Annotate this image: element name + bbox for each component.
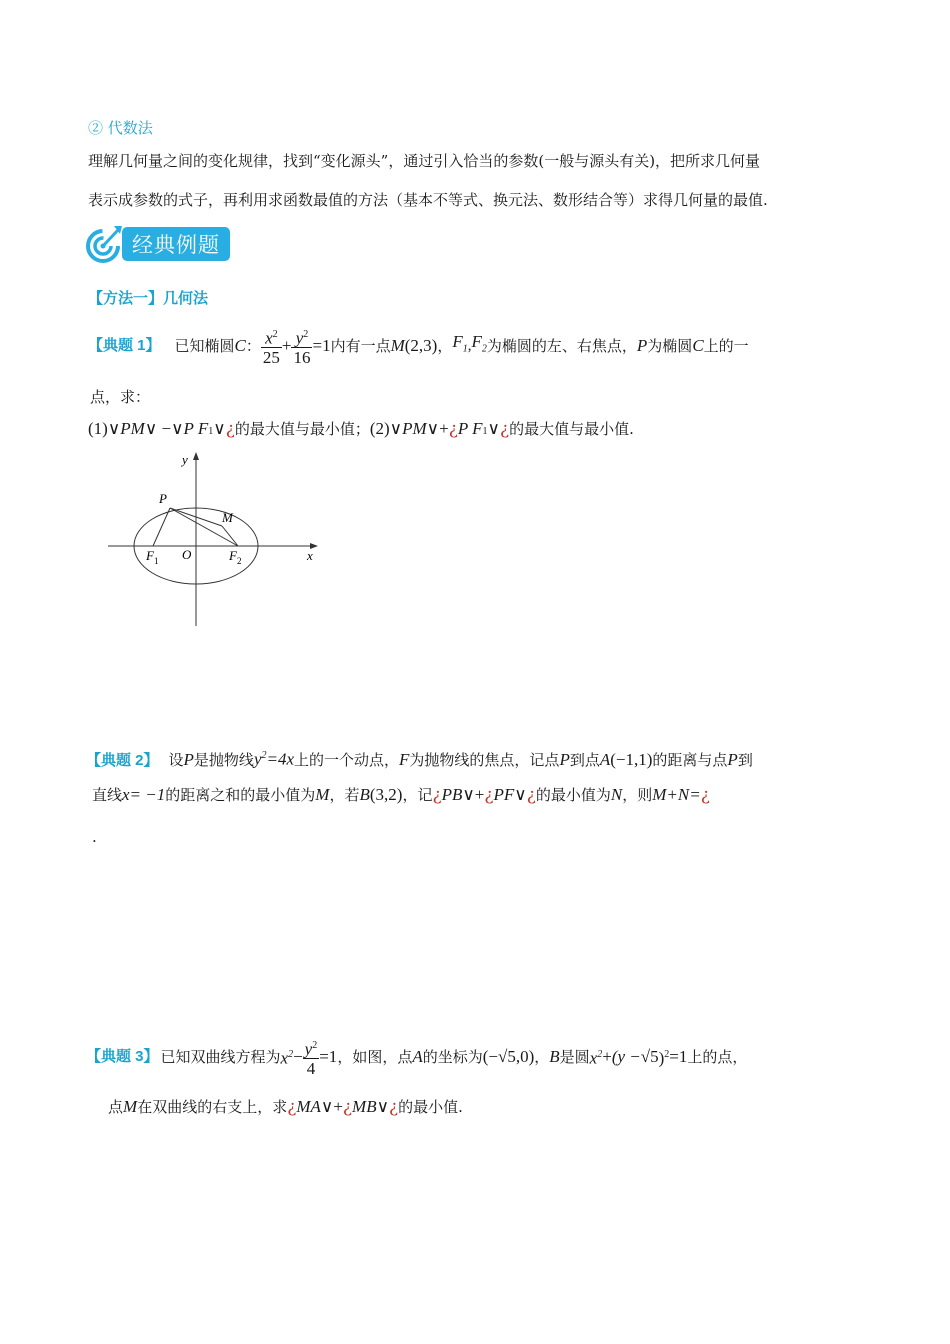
ex2-text-6: 的距离与点 xyxy=(652,750,728,769)
section-heading: ② 代数法 xyxy=(88,119,153,137)
ex3-text-3: 的坐标为 xyxy=(422,1048,483,1066)
y-axis-arrow xyxy=(193,452,199,460)
ex2-PF: PF xyxy=(493,785,515,804)
ex3-line2 xyxy=(108,1096,463,1118)
ex3-l2-text-1: 点 xyxy=(108,1098,124,1116)
ex1-eq: =1 xyxy=(312,336,331,355)
ex2-inv3: ¿ xyxy=(526,785,536,805)
ex1-F2: $F_2$ xyxy=(471,332,487,355)
ex1-plus: + xyxy=(281,336,292,355)
ex3-line1 xyxy=(86,1032,747,1082)
ex1-fraction-x: $\frac{x^2}{25}$ xyxy=(261,325,282,368)
ex3-inv1: ¿ xyxy=(287,1097,297,1117)
ex1-P: P xyxy=(636,336,648,355)
ex1-line2: 点，求： xyxy=(90,388,151,406)
ex2-B-coord: (3,2) xyxy=(369,785,403,804)
q1-PM: PM xyxy=(120,419,145,438)
ex2-l2-text-5: 的最小值为 xyxy=(535,786,611,804)
ex1-F1: $F_1$ xyxy=(452,332,468,355)
ex3-eq: =1 xyxy=(319,1047,338,1066)
ex2-text-7: 到 xyxy=(737,750,753,769)
ex2-line1 xyxy=(86,745,753,772)
P-label: P xyxy=(159,491,167,506)
ex1-colon: ： xyxy=(245,337,261,355)
ex3-inv2: ¿ xyxy=(342,1097,353,1117)
ex3-circle-y: (y − xyxy=(611,1047,641,1066)
ex2-inv2: ¿ xyxy=(484,785,494,805)
q1-op: ∨ −∨ xyxy=(144,419,184,438)
ex2-text-2: 是抛物线 xyxy=(193,750,254,769)
ex2-inv4: ¿ xyxy=(700,785,710,805)
ex1-fraction-y: $\frac{y^2}{16}$ xyxy=(291,325,312,368)
ex2-text-1: 设 xyxy=(168,750,184,769)
ex3-sqrt5: √5 xyxy=(497,1047,516,1066)
q2-tail: 的最大值与最小值. xyxy=(509,420,634,438)
ex2-tag: 【典题 2】 xyxy=(86,751,159,769)
ex2-parabola: $y^2=4x$ xyxy=(253,749,295,769)
q2-PM: PM xyxy=(402,419,427,438)
ex3-text-4: ， xyxy=(534,1048,550,1066)
ex2-P3: P xyxy=(727,749,738,769)
F2-label: F xyxy=(229,548,237,563)
ex1-C: C xyxy=(234,336,246,355)
q2-PF: P F xyxy=(457,419,483,438)
q1-open: (1)∨ xyxy=(88,419,121,438)
ex2-P: P xyxy=(183,749,194,769)
ex3-tag: 【典题 3】 xyxy=(86,1048,159,1065)
ellipse-figure xyxy=(100,448,330,630)
ex1-text-c: 为椭圆的左、右焦点， xyxy=(486,337,637,355)
segment-MF2 xyxy=(222,526,238,546)
ex2-line-eq: x= −1 xyxy=(122,785,166,804)
ex3-A-coord-open: (− xyxy=(482,1047,498,1066)
ex3-l2-text-2: 在双曲线的右支上，求 xyxy=(137,1098,288,1116)
ex3-text-5: 是圆 xyxy=(559,1048,590,1066)
ex3-M: M xyxy=(123,1097,138,1116)
ex2-PB: PB xyxy=(441,785,463,804)
ex2-text-3: 上的一个动点， xyxy=(294,750,400,769)
ex2-line2 xyxy=(92,784,710,806)
target-icon xyxy=(84,222,124,266)
ex2-end: . xyxy=(92,828,97,846)
ex2-text-5: 到点 xyxy=(569,750,600,769)
ex3-circle-close: )$^2$ xyxy=(658,1048,670,1068)
x-label: x xyxy=(307,548,313,563)
segment-PF1 xyxy=(153,508,170,546)
ex3-op: ∨+ xyxy=(320,1097,343,1116)
M-label: M xyxy=(222,510,233,525)
q2-inv2: ¿ xyxy=(500,419,510,439)
ex3-text-6: 上的点， xyxy=(687,1048,748,1066)
q1-close: ∨ xyxy=(213,419,226,438)
method-label: 【方法一】几何法 xyxy=(88,290,209,307)
y-label: y xyxy=(182,452,188,467)
ex3-text-1: 已知双曲线方程为 xyxy=(160,1048,281,1066)
ex2-sum: M+N= xyxy=(652,785,701,804)
ex1-text-d: 为椭圆 xyxy=(647,337,693,355)
ex3-minus: − xyxy=(293,1047,303,1066)
ex3-x2: $x^2$ xyxy=(280,1048,294,1068)
F2-sub: 2 xyxy=(237,556,242,566)
ex2-N: N xyxy=(610,785,623,804)
ex3-l2-text-3: 的最小值. xyxy=(398,1098,463,1116)
ex3-B: B xyxy=(549,1047,560,1066)
ex3-text-2: ，如图，点 xyxy=(337,1048,413,1066)
ex1-line1: 【典题 1】 已知椭圆 C ： $\frac{x^2}{25}$ + $\frac{y^2}{16}$ =1 内有一点 M (2,3) ， $F_1$ , $F_2$ 为椭圆的左、右焦点， P 为椭圆 C 上的一 xyxy=(88,322,749,370)
section-paragraph-line1: 理解几何量之间的变化规律，找到“变化源头”，通过引入恰当的参数(一般与源头有关)，把所求几何量 xyxy=(88,152,761,170)
ex2-M: M xyxy=(315,785,330,804)
ex1-M: M xyxy=(390,336,405,355)
ex3-circle-eq: =1 xyxy=(669,1047,688,1066)
q2-open: (2)∨ xyxy=(369,419,403,438)
ex3-A: A xyxy=(412,1047,423,1066)
q2-op: ∨+ xyxy=(426,419,449,438)
ex2-close: ∨ xyxy=(514,785,527,804)
ex2-l2-text-3: ，若 xyxy=(329,786,360,804)
ex2-B: B xyxy=(359,785,370,804)
ex2-A: A xyxy=(599,749,611,769)
ex2-l2-text-4: ，记 xyxy=(402,786,433,804)
ex1-text-a: 已知椭圆 xyxy=(174,337,235,355)
ex2-l2-text-6: ，则 xyxy=(622,786,653,804)
q1-tail: 的最大值与最小值； xyxy=(234,420,370,438)
ex1-text-b: 内有一点 xyxy=(330,337,391,355)
ex3-circle-sqrt5: √5 xyxy=(640,1047,659,1066)
ex2-text-4: 为抛物线的焦点，记点 xyxy=(409,750,560,769)
ex1-tag: 【典题 1】 xyxy=(88,337,161,354)
ex2-inv1: ¿ xyxy=(432,785,442,805)
F1-label: F xyxy=(146,548,154,563)
ex3-fraction: $\frac{y^2}{4}$ xyxy=(303,1036,320,1079)
q1-inv: ¿ xyxy=(225,419,235,439)
ex2-A-coord: (−1,1) xyxy=(610,749,653,769)
ex3-close: ∨ xyxy=(376,1097,390,1116)
ex2-F: F xyxy=(399,749,410,769)
q2-inv1: ¿ xyxy=(448,419,458,439)
ex2-op: ∨+ xyxy=(462,785,485,804)
ex1-C2: C xyxy=(692,336,704,355)
section-paragraph-line2: 表示成参数的式子，再利用求函数最值的方法（基本不等式、换元法、数形结合等）求得几何量的最值. xyxy=(88,191,768,209)
ex2-l2-text-1: 直线 xyxy=(92,786,123,804)
ex1-text-e: 上的一 xyxy=(703,337,749,355)
ex1-questions: (1)∨ PM ∨ −∨ P F $_1$ ∨ ¿ 的最大值与最小值； (2)∨ PM ∨+ ¿ P F $_1$ ∨ ¿ 的最大值与最小值. xyxy=(88,419,634,439)
ex3-circle-plus: + xyxy=(602,1047,612,1066)
ex2-P2: P xyxy=(559,749,570,769)
q1-PF: P F xyxy=(183,419,209,438)
ex3-MB: MB xyxy=(352,1097,377,1116)
ex3-A-coord-close: ,0) xyxy=(515,1047,535,1066)
q2-close: ∨ xyxy=(487,419,500,438)
ex1-M-coord: (2,3) xyxy=(404,336,438,355)
ex3-MA: MA xyxy=(296,1097,321,1116)
ex3-inv3: ¿ xyxy=(389,1097,399,1117)
banner-title: 经典例题 xyxy=(122,227,230,261)
ex1-comma: ， xyxy=(437,337,453,355)
F1-sub: 1 xyxy=(154,556,159,566)
ex2-l2-text-2: 的距离之和的最小值为 xyxy=(165,786,316,804)
O-label: O xyxy=(182,547,192,562)
ex3-circle-x: $x^2$ xyxy=(589,1048,603,1068)
